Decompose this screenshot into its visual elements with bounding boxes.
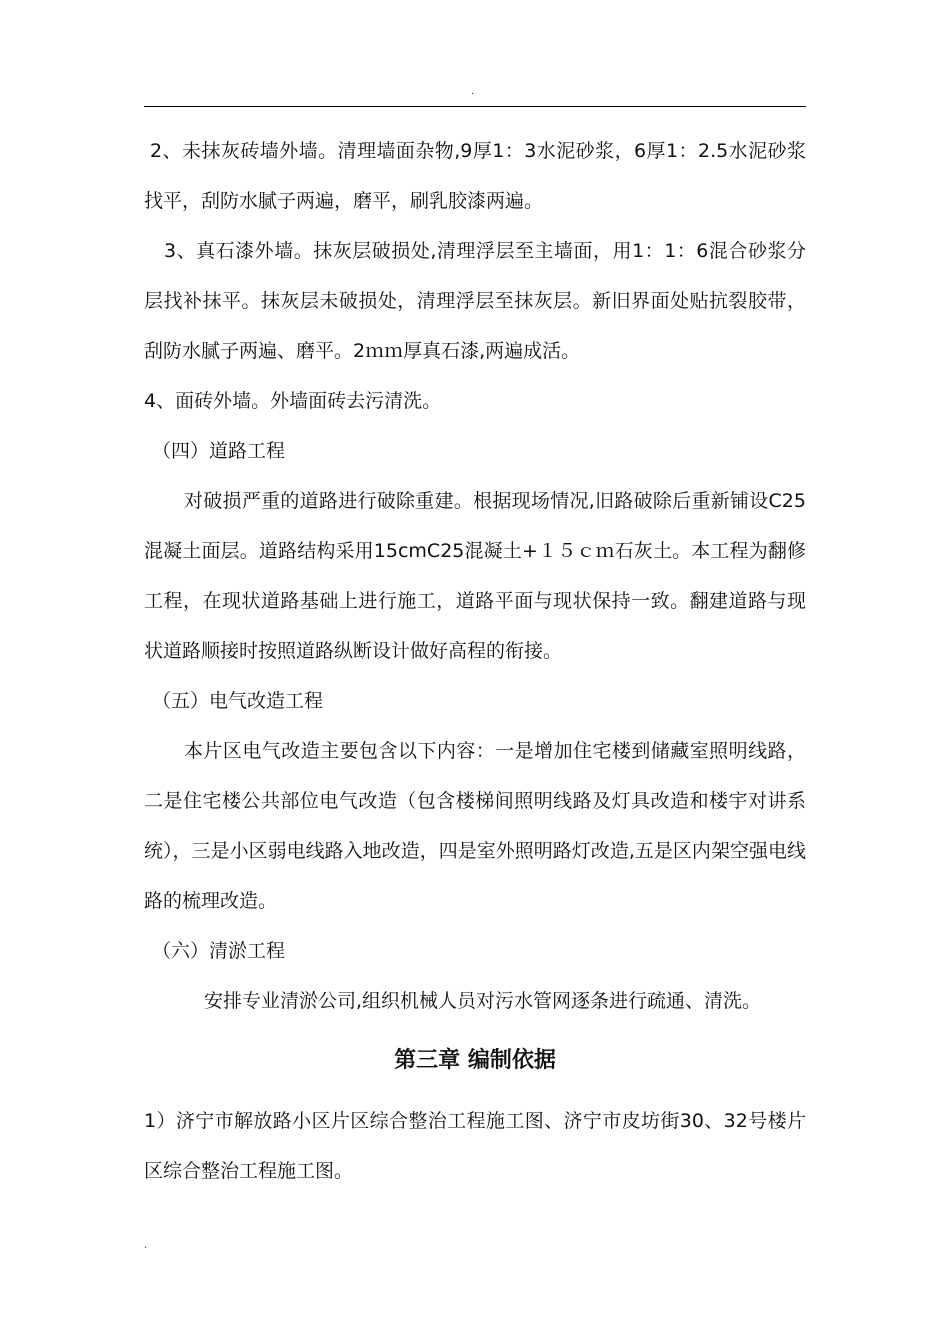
- paragraph-stone-paint-wall: 3、真石漆外墙。抹灰层破损处,清理浮层至主墙面，用1：1：6混合砂浆分层找补抹平。抹灰层未破损处，清理浮层至抹灰层。新旧界面处贴抗裂胶带，刮防水腻子两遍、磨平。2ｍｍ厚真石漆,两遍成活。: [144, 240, 806, 362]
- header-mark: .: [471, 86, 475, 97]
- section-heading-road: （四）道路工程: [152, 440, 286, 462]
- body-text: [144, 126, 806, 1196]
- paragraph-tile-wall: 4、面砖外墙。外墙面砖去污清洗。: [144, 390, 442, 412]
- header-rule: [144, 106, 806, 107]
- paragraph-electrical-works: 本片区电气改造主要包含以下内容：一是增加住宅楼到储藏室照明线路，二是住宅楼公共部位电气改造（包含楼梯间照明线路及灯具改造和楼宇对讲系统），三是小区弱电线路入地改造，四是室外照明路灯改造,五是区内架空强电线路的梳理改造。: [144, 740, 806, 912]
- paragraph-road-works: 对破损严重的道路进行破除重建。根据现场情况,旧路破除后重新铺设C25混凝土面层。道路结构采用15cmC25混凝土+１５ｃｍ石灰土。本工程为翻修工程，在现状道路基础上进行施工，道路平面与现状保持一致。翻建道路与现状道路顺接时按照道路纵断设计做好高程的衔接。: [144, 490, 806, 662]
- basis-item-1: 1）济宁市解放路小区片区综合整治工程施工图、济宁市皮坊街30、32号楼片区综合整治工程施工图。: [144, 1110, 806, 1182]
- section-heading-electrical: （五）电气改造工程: [152, 690, 324, 712]
- section-heading-dredging: （六）清淤工程: [152, 940, 286, 962]
- paragraph-dredging-works: 安排专业清淤公司,组织机械人员对污水管网逐条进行疏通、清洗。: [204, 990, 762, 1012]
- chapter-title: 第三章 编制依据: [394, 1048, 556, 1073]
- footer-mark: .: [144, 1240, 148, 1251]
- paragraph-unplastered-brick-wall: 2、未抹灰砖墙外墙。清理墙面杂物,9厚1：3水泥砂浆，6厚1：2.5水泥砂浆找平，刮防水腻子两遍，磨平，刷乳胶漆两遍。: [144, 140, 806, 212]
